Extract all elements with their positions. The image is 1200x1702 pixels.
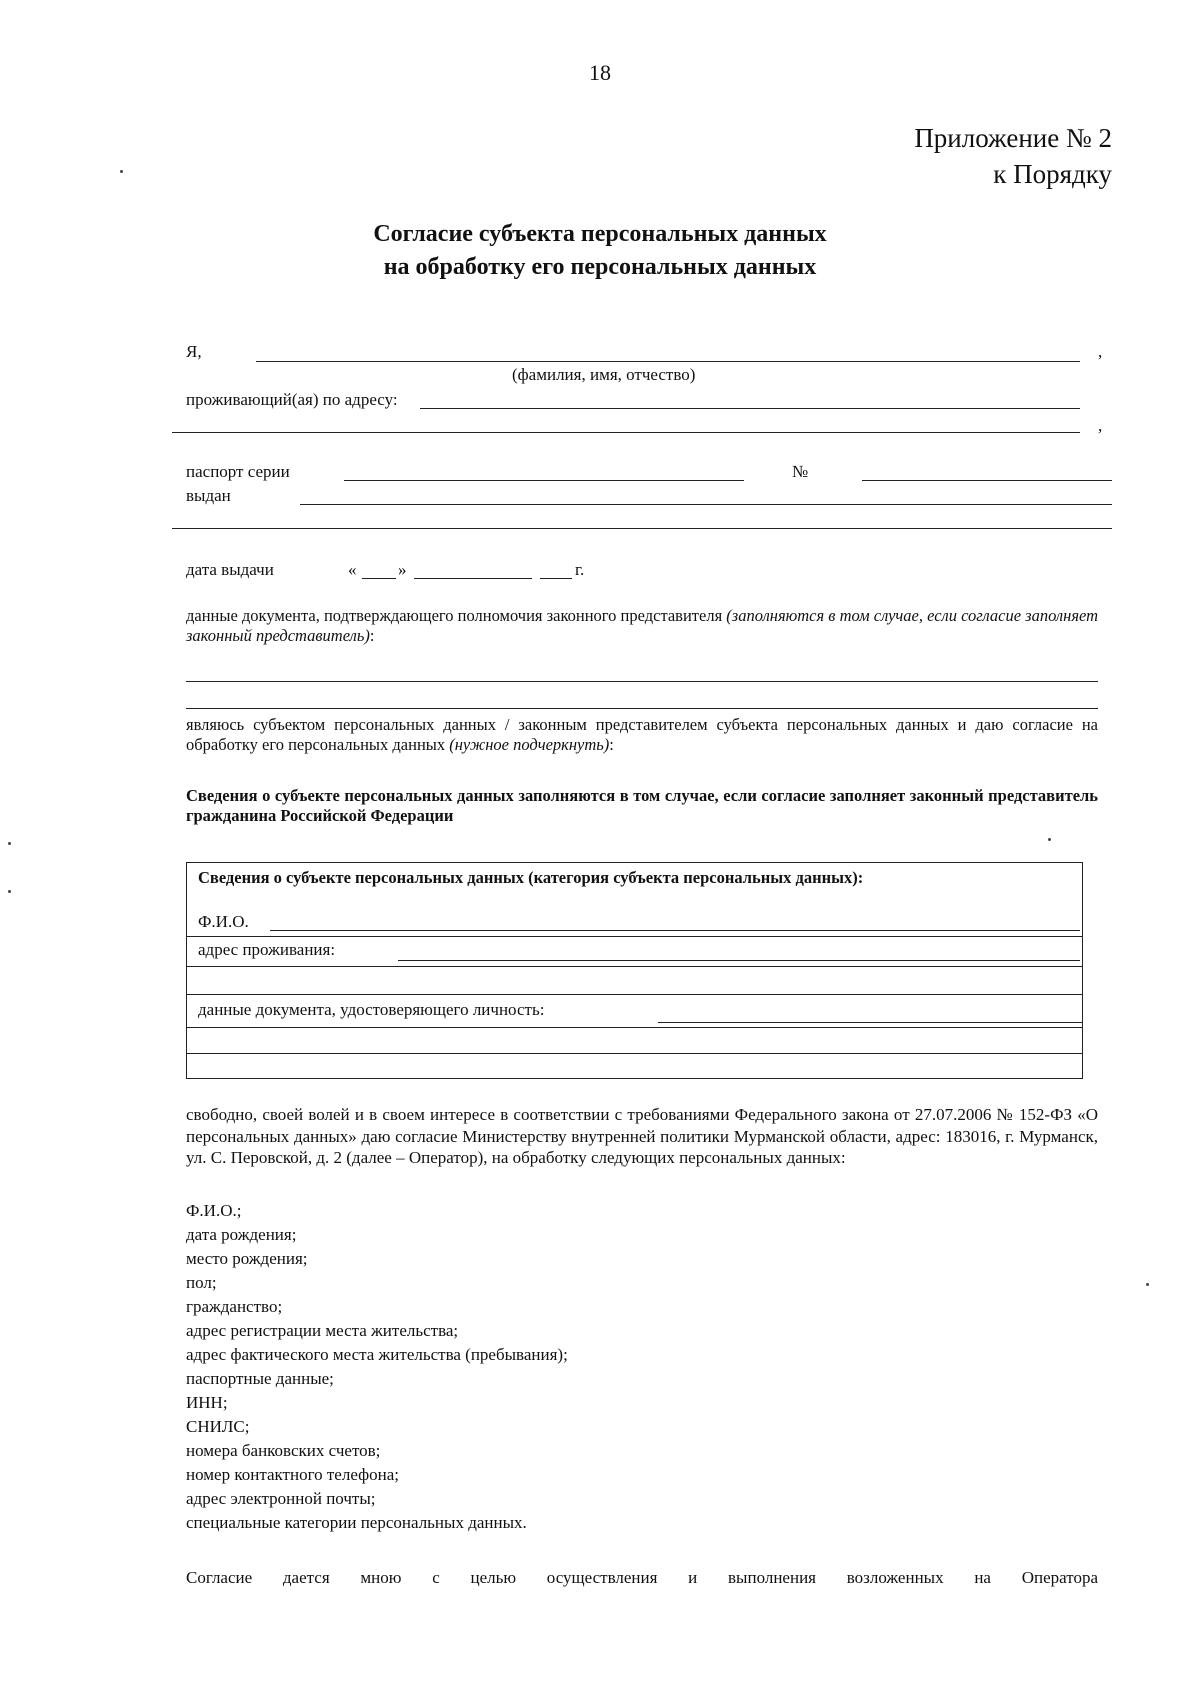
fio-hint: (фамилия, имя, отчество): [512, 365, 696, 384]
box-divider: [186, 994, 1083, 995]
final-paragraph: Согласие дается мною с целью осуществления и выполнения возложенных на Оператора: [186, 1568, 1098, 1587]
scan-speck: [8, 842, 11, 845]
comma: ,: [1098, 342, 1103, 361]
comma: ,: [1098, 416, 1103, 435]
subject-statement: [186, 715, 1098, 755]
subject-id-doc-field[interactable]: [658, 1022, 1082, 1023]
title-line-2: на обработку его персональных данных: [383, 254, 817, 280]
issue-date-label: дата выдачи: [186, 560, 274, 579]
colon: :: [609, 735, 614, 754]
subject-fio-label: Ф.И.О.: [198, 912, 249, 931]
passport-series-field[interactable]: [344, 480, 744, 481]
issued-label: выдан: [186, 486, 231, 505]
representative-document-field[interactable]: [186, 681, 1098, 682]
colon: :: [369, 626, 375, 645]
box-divider: [186, 936, 1083, 937]
subject-statement-note: (нужное подчеркнуть): [449, 735, 610, 754]
subject-info-box: [186, 862, 1083, 1079]
year-suffix: г.: [575, 560, 585, 579]
address-field[interactable]: [420, 408, 1080, 409]
document-title: [0, 218, 1200, 284]
appendix-line-1: Приложение № 2: [914, 123, 1112, 153]
page-number: 18: [589, 60, 611, 85]
representative-document-label: данные документа, подтверждающего полномочия законного представителя: [186, 606, 727, 625]
scan-speck: [120, 170, 123, 173]
list-item: СНИЛС;: [186, 1417, 250, 1436]
representative-document-note: (заполняются в том случае, если согласие заполняет законный представитель): [186, 606, 1099, 645]
list-item: гражданство;: [186, 1297, 283, 1316]
subject-info-note: Сведения о субъекте персональных данных заполняются в том случае, если согласие заполняет законный представитель гражданина Российской Федерации: [186, 786, 1098, 825]
passport-series-label: паспорт серии: [186, 462, 290, 481]
address-field-continued[interactable]: [172, 432, 1080, 433]
issue-day-field[interactable]: [362, 578, 396, 579]
passport-number-field[interactable]: [862, 480, 1112, 481]
list-item: адрес электронной почты;: [186, 1489, 376, 1508]
subject-address-label: адрес проживания:: [198, 940, 336, 959]
list-item: номера банковских счетов;: [186, 1441, 381, 1460]
passport-number-label: №: [792, 462, 809, 481]
subject-statement-text: являюсь субъектом персональных данных / законным представителем субъекта персональных данных и даю согласие на обработку его персональных данных: [186, 715, 1098, 754]
consent-paragraph: свободно, своей волей и в своем интересе в соответствии с требованиями Федерального закона от 27.07.2006 № 152-ФЗ «О персональных данных» даю согласие Министерству внутренней политики Мурманской области, адрес: 183016, г. Мурманск, ул. С. Перовской, д. 2 (далее – Оператор), на обработку следующих персональных данных:: [186, 1105, 1098, 1167]
box-divider: [186, 1027, 1083, 1028]
list-item: ИНН;: [186, 1393, 228, 1412]
list-item: место рождения;: [186, 1249, 308, 1268]
list-item: адрес фактического места жительства (пребывания);: [186, 1345, 568, 1364]
issued-by-field[interactable]: [300, 504, 1112, 505]
list-item: Ф.И.О.;: [186, 1201, 242, 1220]
list-item: номер контактного телефона;: [186, 1465, 399, 1484]
issued-by-field-continued[interactable]: [172, 528, 1112, 529]
scan-speck: [1048, 838, 1051, 841]
issue-month-field[interactable]: [414, 578, 532, 579]
date-quote-open: «: [348, 560, 357, 579]
appendix-reference: [914, 120, 1112, 192]
box-divider: [186, 1053, 1083, 1054]
box-divider: [186, 966, 1083, 967]
fio-field[interactable]: [256, 361, 1080, 362]
i-label: Я,: [186, 342, 202, 361]
subject-fio-field[interactable]: [270, 930, 1080, 931]
representative-document-field-continued[interactable]: [186, 708, 1098, 709]
subject-box-heading: Сведения о субъекте персональных данных (категория субъекта персональных данных):: [198, 868, 864, 887]
list-item: пол;: [186, 1273, 217, 1292]
date-quote-close: »: [398, 560, 407, 579]
list-item: специальные категории персональных данных.: [186, 1513, 527, 1532]
representative-document-text: [186, 606, 1098, 646]
scan-speck: [1146, 1283, 1149, 1286]
list-item: дата рождения;: [186, 1225, 297, 1244]
scan-speck: [8, 890, 11, 893]
list-item: паспортные данные;: [186, 1369, 334, 1388]
issue-year-field[interactable]: [540, 578, 572, 579]
list-item: адрес регистрации места жительства;: [186, 1321, 459, 1340]
subject-address-field[interactable]: [398, 960, 1080, 961]
title-line-1: Согласие субъекта персональных данных: [373, 221, 827, 247]
appendix-line-2: к Порядку: [993, 159, 1112, 189]
subject-id-doc-label: данные документа, удостоверяющего личность:: [198, 1000, 545, 1019]
address-label: проживающий(ая) по адресу:: [186, 390, 398, 409]
